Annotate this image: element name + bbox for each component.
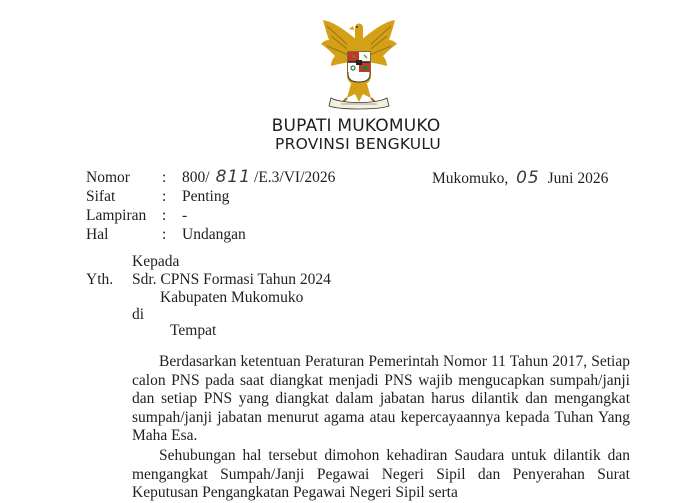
meta-label: Lampiran <box>86 207 147 224</box>
letterhead-title: BUPATI MUKOMUKO <box>271 116 441 136</box>
recipient-tempat: Tempat <box>170 322 217 339</box>
place: Mukomuko, <box>432 170 509 187</box>
nomor-suffix: /E.3/VI/2026 <box>254 169 336 186</box>
recipient-name: Sdr. CPNS Formasi Tahun 2024 <box>132 271 331 288</box>
meta-value-hal: Undangan <box>182 226 246 243</box>
letterhead-subtitle: PROVINSI BENGKULU <box>275 135 441 153</box>
body-paragraph-2 <box>132 447 630 503</box>
paragraph-text: Sehubungan hal tersebut dimohon kehadiran Saudara untuk dilantik dan mengangkat Sumpah/Janji Pegawai Negeri Sipil dan Penyerahan Surat Keputusan Pengangkatan Pegawai Negeri Sipil serta <box>132 447 630 502</box>
recipient-yth: Yth. <box>86 271 114 288</box>
meta-value-lampiran: - <box>182 207 188 224</box>
meta-separator: : <box>162 169 167 186</box>
body-paragraph-1 <box>132 353 630 446</box>
garuda-emblem-icon <box>317 18 401 110</box>
day-handwritten: 05 <box>516 168 540 188</box>
recipient-kepada: Kepada <box>132 253 180 270</box>
meta-label: Sifat <box>86 188 116 205</box>
nomor-handwritten: 811 <box>215 167 252 187</box>
place-date <box>432 168 608 188</box>
meta-label: Nomor <box>86 169 130 186</box>
meta-separator: : <box>162 207 167 224</box>
meta-value-sifat: Penting <box>182 188 230 205</box>
month-year: Juni 2026 <box>547 170 609 187</box>
paragraph-text: Berdasarkan ketentuan Peraturan Pemerintah Nomor 11 Tahun 2017, Setiap calon PNS pada saat diangkat menjadi PNS wajib mengucapkan sumpah/janji dan setiap PNS yang diangkat dalam jabatan harus dilantik dan mengangkat sumpah/janji jabatan menurut agama atau kepercayaannya kepada Tuhan Yang Maha Esa. <box>132 353 630 445</box>
recipient-di: di <box>132 306 145 323</box>
meta-separator: : <box>162 188 167 205</box>
nomor-prefix: 800/ <box>182 169 210 186</box>
meta-value-nomor <box>182 168 335 187</box>
meta-label: Hal <box>86 226 109 243</box>
recipient-address: Kabupaten Mukomuko <box>160 289 304 306</box>
meta-separator: : <box>162 226 167 243</box>
